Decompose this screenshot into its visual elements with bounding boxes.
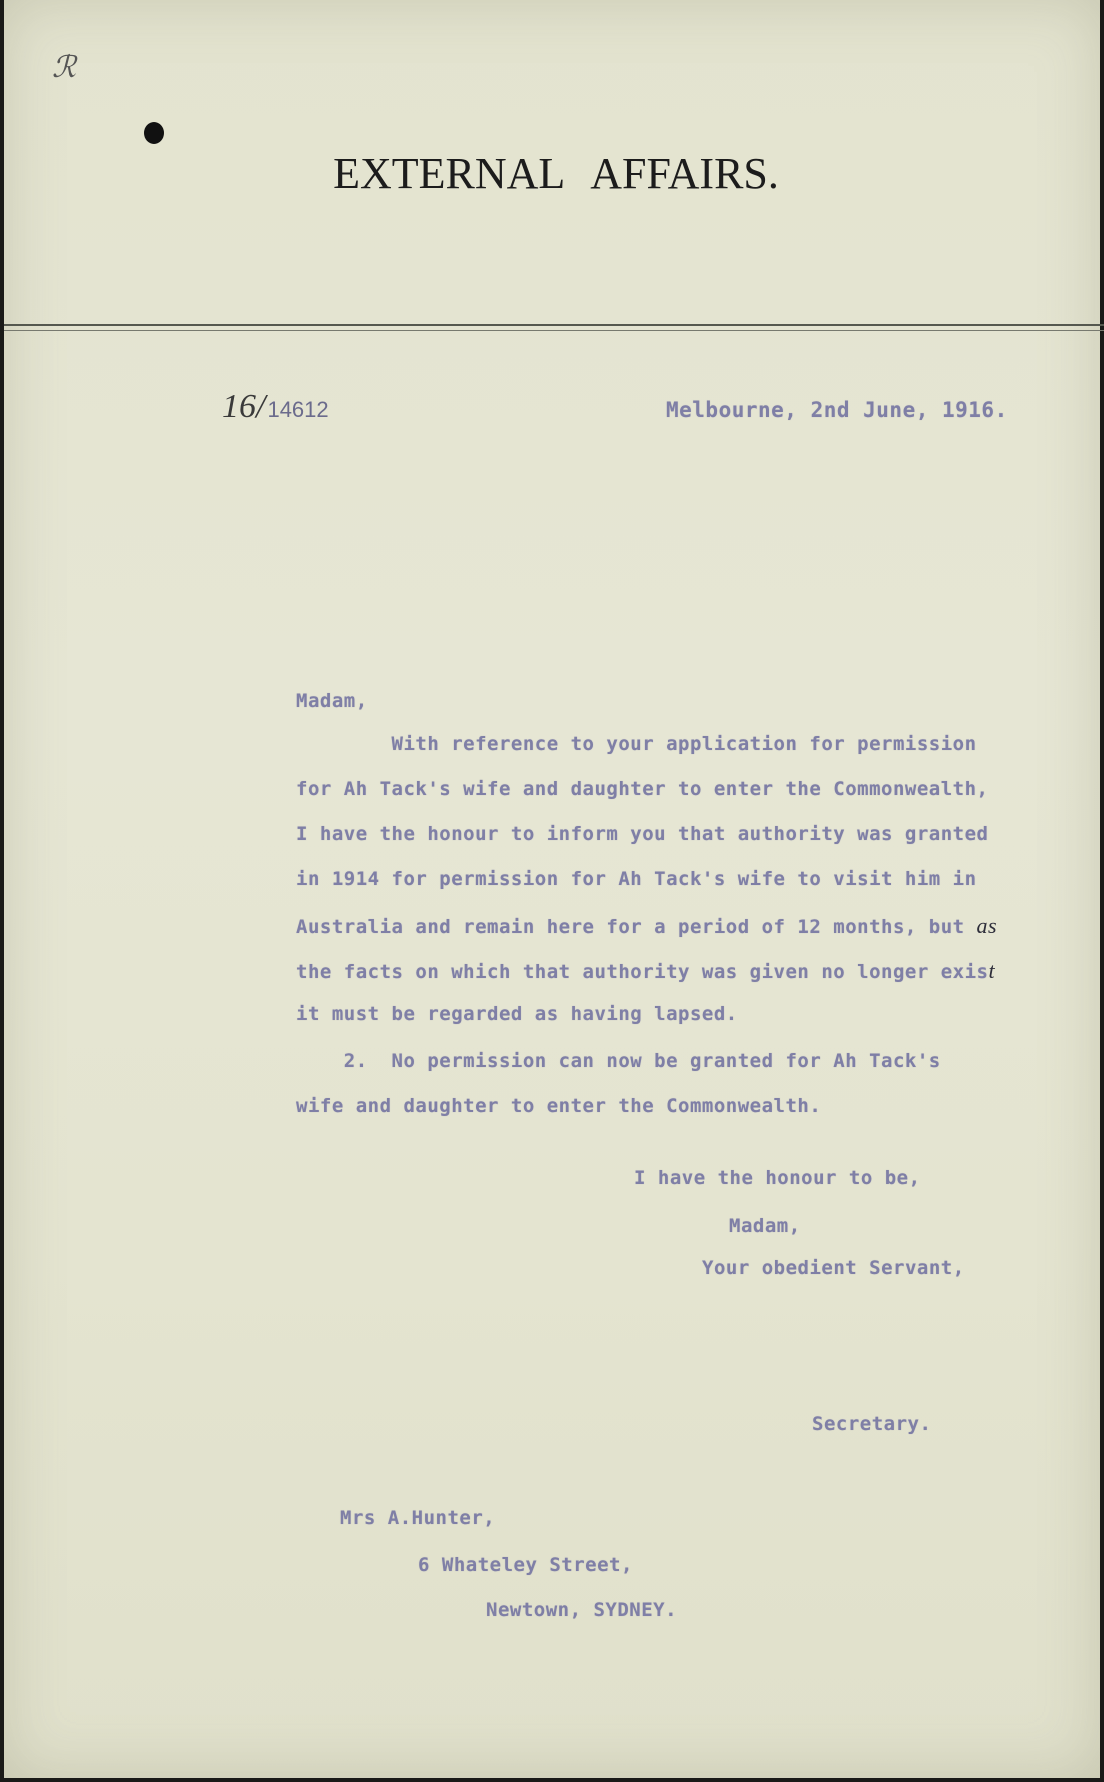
punch-hole <box>144 122 164 144</box>
file-reference-number: 14612 <box>267 397 329 422</box>
body-line-text: in 1914 for permission for Ah Tack's wife to visit him in <box>296 868 977 890</box>
body-line-text: for Ah Tack's wife and daughter to enter the Commonwealth, <box>296 778 989 800</box>
salutation: Madam, <box>296 690 368 712</box>
body-line <box>296 823 988 845</box>
body-line-text: the facts on which that authority was given no longer exis <box>296 961 989 983</box>
body-line-text: 2. No permission can now be granted for Ah Tack's <box>296 1050 941 1072</box>
closing-addressee: Madam, <box>729 1215 801 1237</box>
closing-line: I have the honour to be, <box>634 1167 921 1189</box>
body-line <box>296 1003 738 1025</box>
body-line <box>296 1050 941 1072</box>
body-line-text: wife and daughter to enter the Commonwealth. <box>296 1095 822 1117</box>
handwritten-correction: t <box>988 958 996 983</box>
letterhead-title: EXTERNAL AFFAIRS. <box>333 149 779 198</box>
body-line-text: With reference to your application for permission <box>296 733 977 755</box>
address-city: Newtown, SYDNEY. <box>486 1599 678 1621</box>
body-line-text: it must be regarded as having lapsed. <box>296 1003 738 1025</box>
corner-handwritten-mark: ℛ <box>52 51 76 84</box>
body-line <box>296 958 995 984</box>
body-line <box>296 868 977 890</box>
body-line <box>296 778 988 800</box>
closing-servant: Your obedient Servant, <box>702 1257 965 1279</box>
handwritten-correction: as <box>976 913 998 938</box>
file-reference-handwritten: 16/ <box>222 388 266 425</box>
body-line-text: Australia and remain here for a period of 12 months, but <box>296 916 977 938</box>
body-line <box>296 913 997 939</box>
body-line <box>296 733 977 755</box>
address-street: 6 Whateley Street, <box>418 1554 633 1576</box>
signature-title: Secretary. <box>812 1413 932 1435</box>
date-line: Melbourne, 2nd June, 1916. <box>666 398 1008 422</box>
address-name: Mrs A.Hunter, <box>340 1507 496 1529</box>
file-reference <box>222 388 329 426</box>
body-line <box>296 1095 821 1117</box>
letter-sheet <box>4 0 1100 1778</box>
letterhead-rule <box>4 324 1104 331</box>
body-line-text: I have the honour to inform you that authority was granted <box>296 823 989 845</box>
